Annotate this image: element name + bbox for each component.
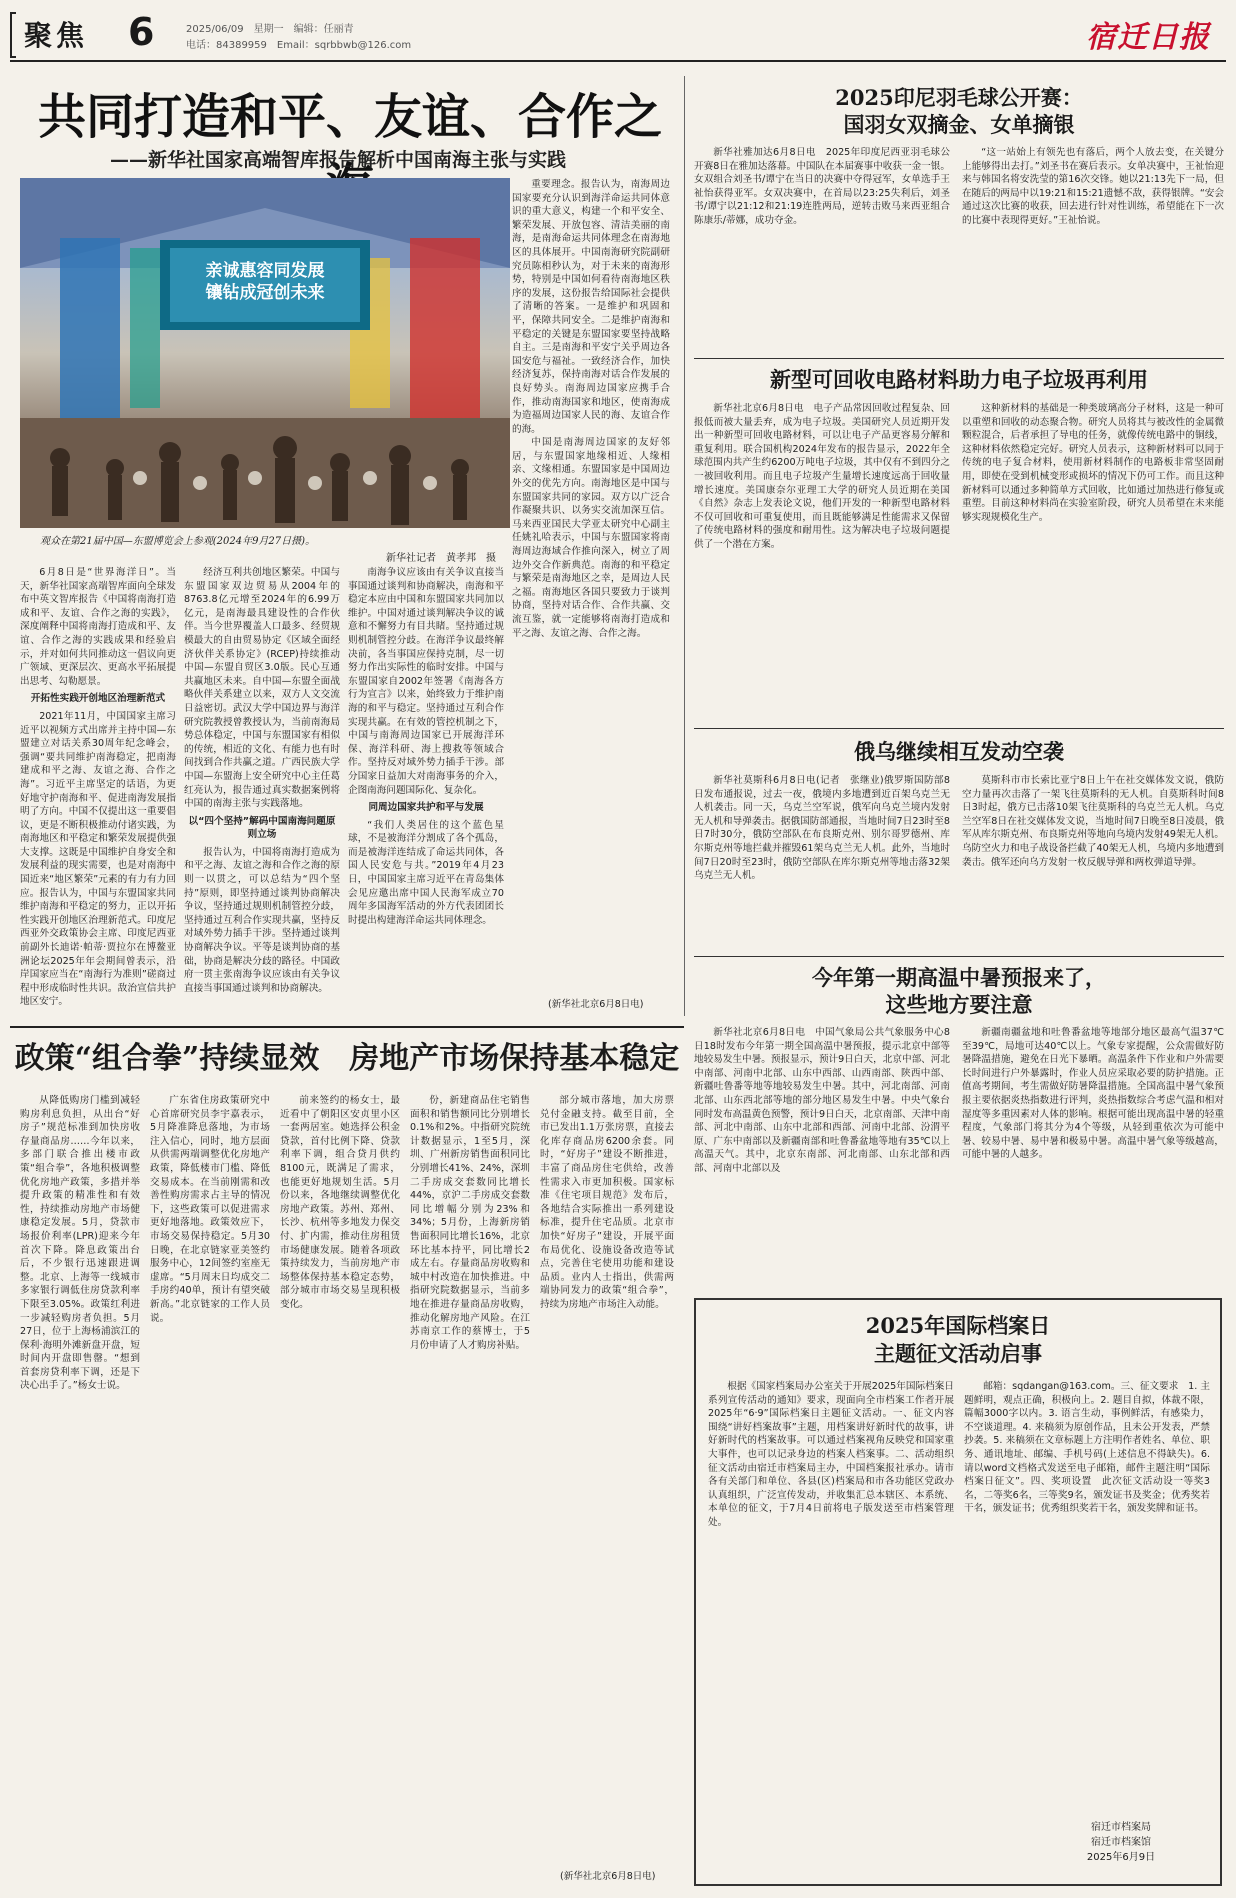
heat-col-1 (694, 1026, 950, 1288)
expo-hall-illustration (20, 178, 510, 528)
lead-subhead-2: 以“四个坚持”解码中国南海问题原则立场 (188, 815, 336, 841)
russia-ukraine-text-b: 莫斯科市市长索比亚宁8日上午在社交媒体发文说，俄防空力量再次击落了一架飞往莫斯科的无人机。自莫斯科时间8日3时起，俄方已击落10架飞往莫斯科的乌克兰无人机。乌克兰空军8日在社交媒体发文说，当地时间7日晚至8日凌晨，俄军从库尔斯克州、布良斯克州等地向乌境内发射49架无人机。乌防空火力和电子战设备拦截了40架无人机，乌境内多地遭到袭击。俄军还向乌方发射一枚反舰导弹和两枚弹道导弹。 (962, 775, 1224, 868)
paper-logo: 宿迁日报 (1086, 20, 1210, 55)
circuit-col-1 (694, 402, 950, 720)
realestate-col-2 (150, 1094, 270, 1884)
heat-text-a: 新华社北京6月8日电 中国气象局公共气象服务中心8日18时发布今年第一期全国高温中暑预报，提示北京中部等地较易发生中暑。预报显示，预计9日白天，北京中部、河北中南部、河南中北部、山东中西部、山西南部、陕西中部、新疆吐鲁番等地等地较易发生中暑。其中，河北南部、河南北部、山东西北部等地的部分地区易发生中暑。中央气象台同时发布高温黄色预警，预计9日白天，北京南部、天津中南部、河北中南部、山东中北部和西部、河南中北部、汾渭平原、广东中南部以及新疆南部和吐鲁番盆地等地有35℃以上高温天气。其中，北京东南部、河北南部、山东北部和西部、河南中北部以及 (694, 1027, 950, 1174)
notice-col-2 (964, 1380, 1210, 1820)
notice-col-1 (708, 1380, 964, 1870)
notice-col1-text: 根据《国家档案局办公室关于开展2025年国际档案日系列宣传活动的通知》要求，现面向全市档案工作者开展2025年“6·9”国际档案日主题征文活动。一、征文内容 围绕“讲好档案故事”主题，用档案讲好新时代的故事，讲好新时代的档案故事。可以通过档案视角反映党和国家重大事件，也可以记录身边的档案人档案事。二、活动组织 征文活动由宿迁市档案局主办，中国档案报社承办。请市各有关部门和单位、各县(区)档案局和市各功能区党政办认真组织，广泛宣传发动，并收集汇总本辖区、本系统、本单位的征文，于7月4日前将电子版发送至市档案管理处。 (708, 1381, 964, 1528)
realestate-title: 政策“组合拳”持续显效 房地产市场保持基本稳定 (14, 1041, 680, 1076)
photo-banner-line2: 镶钻成冠创未来 (205, 283, 325, 303)
lead-col2-para: 经济互利共创地区繁荣。中国与东盟国家双边贸易从2004年的8763.8亿元增至2024年的6.99万亿元，是南海最具建设性的合作伙伴。当今世界覆盖人口最多、经贸规模最大的自由贸易协定《区域全面经济伙伴关系协定》(RCEP)持续推动中国—东盟自贸区3.0版。民心互通共赢地区未来。自中国—东盟全面战略伙伴关系建立以来，双方人文交流日益密切。武汉大学中国边界与海洋研究院教授曾教授认为，当前南海局势总体稳定，中国与东盟国家有相似的传统，相近的文化、有能力也有时间找到合作共赢之道。广西民族大学中国—东盟海上安全研究中心主任葛红亮认为，报告通过真实数据案例将中国的南海主张与实践落地。 (184, 567, 340, 810)
lead-col-4 (512, 178, 670, 994)
lead-col4-para-b: 中国是南海周边国家的友好邻居，与东盟国家地缘相近、人缘相亲、文缘相通。东盟国家是中国周边外交的优先方向。南海地区是中国与东盟国家共同的家园。双方以广泛合作凝聚共识、以务实交流加深互信。马来西亚国民大学亚太研究中心副主任姚礼哈表示，中国与东盟国家将南海周边海域合作推向深入，树立了周边外交合作新典范。南海的和平稳定与繁荣是南海地区之幸，是周边人民之福。南海地区各国只要致力于谈判协商，坚持对话合作、合作共赢、交流互鉴，就一定能够将南海打造成和平之海、友谊之海、合作之海。 (512, 437, 670, 639)
heat-col-2 (962, 1026, 1224, 1288)
realestate-col-1 (20, 1094, 140, 1884)
circuit-title: 新型可回收电路材料助力电子垃圾再利用 (770, 367, 1148, 392)
section-label: 聚焦 (24, 19, 89, 52)
notice-signer: 宿迁市档案局 宿迁市档案馆 2025年6月9日 (1086, 1822, 1156, 1863)
realestate-col3-text: 前来签约的杨女士，最近看中了朝阳区安贞里小区一套两居室。她选择公积金贷款，首付比例下降、贷款利率下调，组合贷月供约8100元，既满足了需求，也能更好地规划生活。5月份以来，各地继续调整优化房地产政策。苏州、郑州、长沙、杭州等多地发力保交付、扩内需，推动住房租赁市场健康发展。随着各项政策持续发力，当前房地产市场整体保持基本稳定态势，部分城市市场交易呈现积极变化。 (280, 1095, 400, 1310)
photo-credit: 新华社记者 黄孝邦 摄 (386, 553, 496, 564)
photo-banner (180, 260, 350, 304)
realestate-col-5 (540, 1094, 674, 1864)
masthead-left-bracket (10, 12, 16, 58)
notice-title: 2025年国际档案日 主题征文活动启事 (865, 1313, 1051, 1366)
badminton-text-b: “这一站始上有领先也有落后，两个人放去变，在关键分上能够得出去打。”刘圣书在赛后表示。女单决赛中，王祉怡迎来与韩国名将安洗莹的第16次交锋。她以21:13先下一局，但在随后的两局中以19:21和15:21遗憾不敌，获得银牌。“安会通过这次比赛的收获，回去进行针对性训练，希望能在下一次的比赛中表现得更好。”王祉怡说。 (962, 147, 1224, 226)
lead-subhead-1: 开拓性实践开创地区治理新范式 (30, 693, 166, 705)
realestate-col4-text: 份，新建商品住宅销售面积和销售额同比分别增长0.1%和2%。中指研究院统计数据显示，1至5月，深圳、广州新房销售面积同比分别增长41%、24%，深圳二手房成交套数同比增长44%，京沪二手房成交套数同比增幅分别为23%和34%；5月份，上海新房销售面积同比增长16%，北京环比基本持平，同比增长2成左右。存量商品房收购和城中村改造在加快推进。中指研究院数据显示，当前多地在推进存量商品房收购，推动化解房地产风险。在江苏南京工作的蔡博士，于5月份申请了人才购房补贴。 (410, 1095, 530, 1351)
heat-text-b: 新疆南疆盆地和吐鲁番盆地等地部分地区最高气温37℃至39℃，局地可达40℃以上。气象专家提醒，公众需做好防暑降温措施，避免在日光下暴晒。高温条件下作业和户外需要长时间进行户外暴露时，作业人员应采取必要的防护措施。正值高考期间，考生需做好防暑降温措施。全国高温中暑气象预报主要依据炎热指数进行评判，炎热指数综合考虑气温和相对湿度等多重因素对人体的影响。根据可能出现高温中暑的轻重程度，气象部门将其分为4个等级，从轻到重依次为可能中暑、较易中暑、易中暑和极易中暑。高温中暑气象等级越高，可能中暑的人越多。 (962, 1027, 1224, 1161)
badminton-col-2 (962, 146, 1224, 352)
rule-3 (694, 956, 1224, 957)
russia-ukraine-col-1 (694, 774, 950, 950)
realestate-sign-off: (新华社北京6月8日电) (560, 1871, 656, 1882)
rule-2 (694, 728, 1224, 729)
masthead (0, 0, 1236, 62)
circuit-text-a: 新华社北京6月8日电 电子产品常因回收过程复杂、回报低而被大量丢弃，成为电子垃圾。美国研究人员近期开发出一种新型可回收电路材料，可以让电子产品更容易分解和重复利用。联合国机构2024年发布的报告显示，2022年全球范围内共产生约6200万吨电子垃圾，其中仅有不到四分之一被回收利用。而且电子垃圾产生量增长速度远高于回收量增长速度。美国康奈尔亚理工大学的研究人员近期在美国《自然》杂志上发表论文说，他们开发的一种新型电路材料不仅可回收和可重复使用，而且既能够满足性能需求又保留了传统电路材料的强度和耐用性。这为解决电子垃圾问题提供了一个潜在方案。 (694, 403, 950, 550)
lead-col3-para: 南海争议应该由有关争议直接当事国通过谈判和协商解决，南海和平稳定本应由中国和东盟国家共同加以维护。中国对通过谈判解决争议的诚意和不懈努力有目共睹。坚持通过规则机制管控分歧。在海洋争议最终解决前，各当事国应保持克制，尽一切努力作出实际性的临时安排。中国与东盟国家自2002年签署《南海各方行为宣言》以来，始终致力于维护南海的和平与稳定。坚持通过互利合作实现共赢。在有效的管控机制之下，中国与南海周边国家已开展海洋环保、海洋科研、海上搜救等领域合作。坚持反对域外势力插手干涉。部分国家日益加大对南海事务的介入，企图南海问题国际化、复杂化。 (348, 567, 504, 796)
bottom-section-rule (10, 1026, 684, 1028)
russia-ukraine-title: 俄乌继续相互发动空袭 (854, 739, 1064, 764)
masthead-rule (10, 60, 1226, 62)
contact-line: 电话：84389959 Email：sqrbbwb@126.com (186, 40, 412, 51)
lead-col1-para-b: 2021年11月，中国国家主席习近平以视频方式出席并主持中国—东盟建立对话关系30周年纪念峰会，强调“要共同维护南海稳定，把南海建成和平之海、友谊之海、合作之海”。习近平主席坚定的话语，为更好地守护南海和平、促进南海发展指明了方向。中国不仅提出这一重要倡议，更是不断积极推动付诸实践，为南海地区和平稳定和繁荣发展提供强大支撑。这既是中国维护自身安全和发展利益的现实需要，也是对南海中国近来“地区繁荣”元素的有力有力回应。报告认为，中国与东盟国家共同维护南海和平稳定的努力，正以开拓性实践开创地区治理新范式。印度尼西亚外交政策协会主席、印度尼西亚前副外长迪诺·帕蒂·贾拉尔在博鳌亚洲论坛2025年年会期间曾表示，沿岸国家应当在“南海行为准则”磋商过程中形成临时性共识。敌治宣信共护地区安宁。 (20, 710, 176, 1008)
photo-caption: 观众在第21届中国—东盟博览会上参观(2024年9月27日摄)。 (40, 536, 316, 547)
badminton-col-1 (694, 146, 950, 352)
lead-subtitle: ——新华社国家高端智库报告解析中国南海主张与实践 (110, 149, 567, 171)
lead-photo (20, 178, 510, 528)
lead-col-1 (20, 566, 176, 1010)
lead-col-2 (184, 566, 340, 1010)
rule-1 (694, 358, 1224, 359)
column-divider (684, 76, 685, 1016)
realestate-col1-text: 从降低购房门槛到减轻购房利息负担，从出台“好房子”规范标准到加快房收存量商品房……今年以来，多部门联合推出楼市政策“组合拳”，各地积极调整优化房地产政策，多措并举提升政策的精准性和有效性，持续推动房地产市场健康稳定发展。5月，贷款市场报价利率(LPR)迎来今年首次下降。降息政策出台后，不少银行迅速跟进调整。北京、上海等一线城市多家银行调低住房贷款利率下限至3.05%。政策红利进一步减轻购房者负担。5月27日，位于上海杨浦滨江的保利·海明外滩新盘开盘，短时间内开盘即售罄。“想到首套房贷利率下调，还是下决心出手了。”杨女士说。 (20, 1095, 140, 1392)
realestate-col-3 (280, 1094, 400, 1884)
circuit-col-2 (962, 402, 1224, 720)
lead-sign-off: (新华社北京6月8日电) (548, 999, 644, 1010)
heat-title: 今年第一期高温中暑预报来了， 这些地方要注意 (812, 965, 1106, 1017)
lead-col2-para-b: 报告认为，中国将南海打造成为和平之海、友谊之海和合作之海的原则一以贯之，可以总结为“四个坚持”原则，即坚持通过谈判协商解决争议，坚持通过规则机制管控分歧，坚持通过互利合作实现共赢，坚持反对域外势力插手干涉。坚持通过谈判协商解决争议。平等是谈判协商的基础，协商是解决分歧的路径。中国政府一贯主张南海争议应该由有关争议直接当事国通过谈判和协商解决。 (184, 846, 340, 994)
circuit-text-b: 这种新材料的基础是一种类玻璃高分子材料，这是一种可以重塑和回收的动态聚合物。研究人员将其与被改性的金属微颗粒混合，后者承担了导电的任务，就像传统电路中的铜线，这种材料依然稳定完好。研究人员表示，这种新材料可以同于传统的电子复合材料，使用新材料制作的电路板非常坚固耐用，即使在受到机械变形或损坏的情况下仍可工作。而且这种新材料可以通过多种简单方式回收，比如通过加热进行修复或重塑。目前这种材料尚在实验室阶段，研究人员希望在未来能够实现规模化生产。 (962, 403, 1224, 523)
badminton-title: 2025印尼羽毛球公开赛： 国羽女双摘金、女单摘银 (835, 85, 1083, 137)
lead-col4-para: 重要理念。报告认为，南海周边国家要充分认识到海洋命运共同体意识的重大意义，构建一个和平安全、繁荣发展、开放包容、清洁美丽的南海，是南海命运共同体理念在南海地区的具体展开。中国南海研究院副研究员陈相秒认为，对于未来的南海形势，特别是中国如何看待南海地区秩序的发展，这份报告给国际社会提供了清晰的答案。一是维护和巩固和平，保障共同安全。二是维护南海和平稳定的关键是东盟国家要坚持战略自主。三是南海和平安宁关乎周边各国安危与福祉。一致经济合作，加快经济复苏，保持南海对话合作发展的良好势头。南海周边国家应携手合作，推动南海国家和地区，使南海成为造福周边国家人民的海、友谊合作的海。 (512, 179, 670, 435)
lead-title: 共同打造和平、友谊、合作之 (37, 89, 662, 145)
date-line: 2025/06/09 星期一 编辑：任丽青 (186, 24, 354, 35)
realestate-col5-text: 部分城市落地，加大房票兑付金融支持。截至目前，全市已发出1.1万张房票，直接去化库存商品房6200余套。同时，“好房子”建设不断推进，丰富了商品房住宅供给，改善性需求入市更加积极。国家标准《住宅项目规范》发布后，各地结合实际推出一系列建设标准，提升住宅品质。北京市加快“好房子”建设，开展平面布局优化、设施设备改造等试点，完善住宅使用功能和建设品质。业内人士指出，供需两端协同发力的政策“组合拳”，持续为房地产市场注入动能。 (540, 1095, 674, 1310)
notice-box (694, 1298, 1222, 1886)
notice-col2-text: 邮箱：sqdangan@163.com。三、征文要求 1. 主题鲜明，观点正确，积极向上。2. 题目自拟，体裁不限，篇幅3000字以内。3. 语言生动，事例鲜活，有感染力，不空谈道理。4. 来稿须为原创作品，且未公开发表，严禁抄袭。5. 来稿须在文章标题上方注明作者姓名、单位、职务、通讯地址、邮编、手机号码(上述信息不得缺失)。6. 请以word文档格式发送至电子邮箱，邮件主题注明“国际档案日征文”。四、奖项设置 此次征文活动设一等奖3名，二等奖6名，三等奖9名，颁发证书及奖金；优秀奖若干名，颁发证书；优秀组织奖若干名，颁发奖牌和证书。 (964, 1381, 1210, 1515)
realestate-col2-text: 广东省住房政策研究中心首席研究员李宇嘉表示，5月降准降息落地，为市场注入信心，同时，地方层面从供需两端调整优化房地产政策，降低楼市门槛、降低交易成本。在当前刚需和改善性购房需求占主导的情况下，这些政策可以促进需求更好地落地。政策效应下，市场交易保持稳定。5月30日晚，在北京链家亚美签约服务中心，12间签约室座无虚席。“5月周末日均成交二手房约40单，预计有望突破新高。”北京链家的工作人员说。 (150, 1095, 270, 1324)
photo-banner-line1: 亲诚惠容同发展 (205, 261, 325, 281)
lead-subhead-3: 同周边国家共护和平与发展 (368, 802, 484, 814)
page-number: 6 (128, 10, 155, 54)
lead-col-3 (348, 566, 504, 1010)
lead-col3-para-b: “我们人类居住的这个蓝色星球，不是被海洋分割成了各个孤岛，而是被海洋连结成了命运共同体，各国人民安危与共。”2019年4月23日，中国国家主席习近平在青岛集体会见应邀出席中国人民海军成立70周年多国海军活动的外方代表团团长时提出构建海洋命运共同体理念。 (348, 819, 504, 926)
realestate-col-4 (410, 1094, 530, 1884)
lead-col1-para: 6月8日是“世界海洋日”。当天，新华社国家高端智库面向全球发布中英文智库报告《中国将南海打造成和平、友谊、合作之海的实践》，深度阐释中国将南海打造成和平、友谊、合作之海的实践成果和经验启示，并对如何共同推动这一倡议向更广领域、更深层次、更高水平拓展提出思考、勾勒愿景。 (20, 567, 176, 687)
russia-ukraine-col-2 (962, 774, 1224, 950)
russia-ukraine-text-a: 新华社莫斯科6月8日电(记者 张继业)俄罗斯国防部8日发布通报说，过去一夜，俄境内多地遭到近百架乌克兰无人机袭击。同一天，乌克兰空军说，俄军向乌克兰境内发射无人机和导弹袭击。据俄国防部通报，当地时间7日23时至8日7时30分，俄防空部队在布良斯克州、别尔哥罗德州、库尔斯克州等地拦截并摧毁61架乌克兰无人机。此外，当地时间7日20时至23时，俄防空部队在库尔斯克州等地击落32架乌克兰无人机。 (694, 775, 950, 882)
badminton-text-a: 新华社雅加达6月8日电 2025年印度尼西亚羽毛球公开赛8日在雅加达落幕。中国队在本届赛事中收获一金一银。女双组合刘圣书/谭宁在当日的决赛中夺得冠军，女单选手王祉怡获得亚军。女双决赛中，在首局以23:25失利后，刘圣书/谭宁以21:12和21:19连胜两局，逆转击败马来西亚组合陈康乐/蒂娜，成功夺金。 (694, 147, 950, 226)
